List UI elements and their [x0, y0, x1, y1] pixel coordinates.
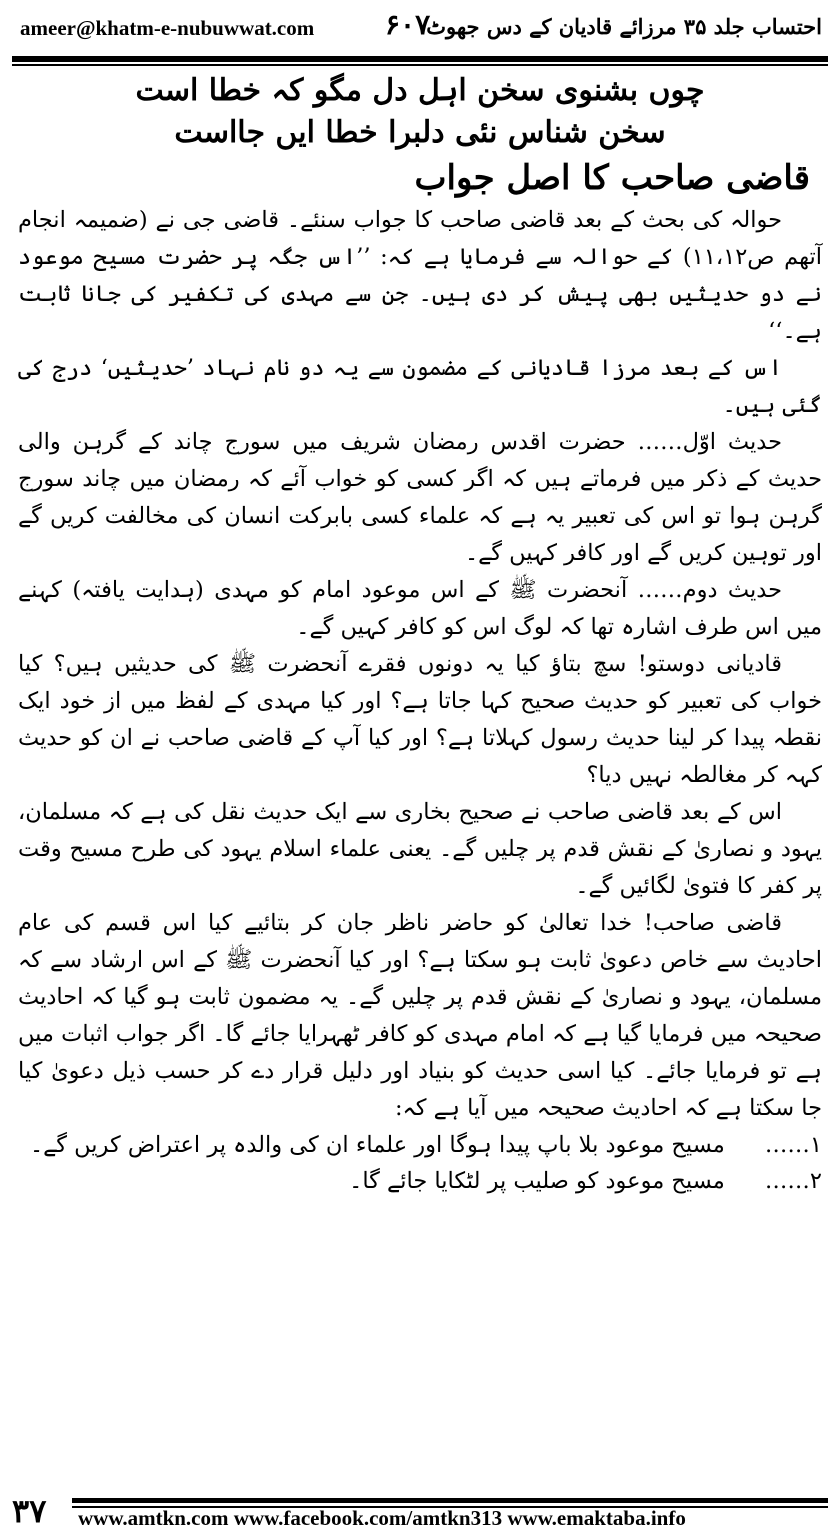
list-text: مسیح موعود بلا باپ پیدا ہوگا اور علماء ان کی والدہ پر اعتراض کریں گے۔: [29, 1132, 725, 1158]
verse-line-1: چوں بشنوی سخن اہل دل مگو کہ خطا است: [135, 73, 705, 108]
paragraph-1: حوالہ کی بحث کے بعد قاضی صاحب کا جواب سنئے۔ قاضی جی نے (ضمیمہ انجام آتھم ص۱۱،۱۲) کے حوالہ سے فرمایا ہے کہ: ’’اس جگہ پر حضرت مسیح موعود نے دو حدیثیں بھی پیش کر دی ہیں۔ جن سے مہدی کی تکفیر کی جانا ثابت ہے۔‘‘: [18, 207, 822, 344]
list-item: [18, 1163, 822, 1199]
paragraph-3: قادیانی دوستو! سچ بتاؤ کیا یہ دونوں فقرے آنحضرت ﷺ کی حدیثیں ہیں؟ کیا خواب کی تعبیر کو حدیث صحیح کہا جاتا ہے؟ اور کیا مہدی کے لفظ میں از خود ایک نقطہ پیدا کر لینا حدیث رسول کہلاتا ہے؟ اور کیا آپ کے قاضی صاحب نے ان کو حدیث کہہ کر مغالطہ نہیں دیا؟: [18, 651, 822, 788]
list-text: مسیح موعود کو صلیب پر لٹکایا جائے گا۔: [349, 1168, 725, 1194]
section-heading: قاضی صاحب کا اصل جواب: [414, 158, 810, 198]
paragraph-hadith-1: حدیث اوّل…… حضرت اقدس رمضان شریف میں سورج چاند کے گرہن والی حدیث کے ذکر میں فرماتے ہیں کہ اگر کسی کو خواب آئے کہ رمضان میں چاند سورج گرہن ہوا تو اس کی تعبیر یہ ہے کہ علماء کسی بابرکت انسان کی مخالفت کریں گے اور توہین کریں گے اور کافر کہیں گے۔: [18, 429, 822, 566]
paragraph-2: اس کے بعد مرزا قادیانی کے مضمون سے یہ دو نام نہاد ’حدیثیں‘ درج کی گئی ہیں۔: [18, 355, 822, 418]
header-rule-thin: [12, 64, 828, 66]
page-footer: [12, 1492, 828, 1532]
header-title: احتساب جلد ۳۵ مرزائے قادیان کے دس جھوٹ: [426, 14, 822, 39]
paragraph-4: اس کے بعد قاضی صاحب نے صحیح بخاری سے ایک حدیث نقل کی ہے کہ مسلمان، یہود و نصاریٰ کے نقش قدم پر چلیں گے۔ یعنی علماء اسلام یہود کی طرح مسیح وقت پر کفر کا فتویٰ لگائیں گے۔: [18, 799, 822, 899]
footer-links[interactable]: www.amtkn.com www.facebook.com/amtkn313 www.emaktaba.info: [78, 1506, 686, 1530]
paragraph-hadith-2: حدیث دوم…… آنحضرت ﷺ کے اس موعود امام کو مہدی (ہدایت یافتہ) کہنے میں اس طرف اشارہ تھا کہ لوگ اس کو کافر کہیں گے۔: [18, 577, 822, 640]
footer-page-number: ۳۷: [12, 1492, 47, 1530]
list-marker: ۱……: [764, 1132, 822, 1158]
header-email: ameer@khatm-e-nubuwwat.com: [20, 16, 315, 40]
header-rule-thick: [12, 56, 828, 62]
page-content: [18, 70, 822, 1199]
footer-rule-thick: [72, 1498, 828, 1503]
page-header: [10, 8, 830, 48]
paragraph-5: قاضی صاحب! خدا تعالیٰ کو حاضر ناظر جان کر بتائیے کیا اس قسم کی عام احادیث سے خاص دعویٰ ثابت ہو سکتا ہے؟ اور کیا آنحضرت ﷺ کے اس ارشاد سے کہ مسلمان، یہود و نصاریٰ کے نقش قدم پر چلیں گے۔ یہ مضمون ثابت ہو گیا کہ احادیث صحیحہ میں فرمایا گیا ہے کہ امام مہدی کو کافر ٹھہرایا جائے گا۔ اگر جواب اثبات میں ہے تو فرمایا جائے۔ کیا اسی حدیث کو بنیاد اور دلیل قرار دے کر حسب ذیل دعویٰ کیا جا سکتا ہے کہ احادیث صحیحہ میں آیا ہے کہ:: [18, 910, 822, 1121]
list-item: [18, 1127, 822, 1163]
header-page-number: ۶۰۷: [385, 8, 431, 41]
list-marker: ۲……: [764, 1168, 822, 1194]
verse-line-2: سخن شناس نئی دلبرا خطا ایں جااست: [174, 115, 666, 150]
